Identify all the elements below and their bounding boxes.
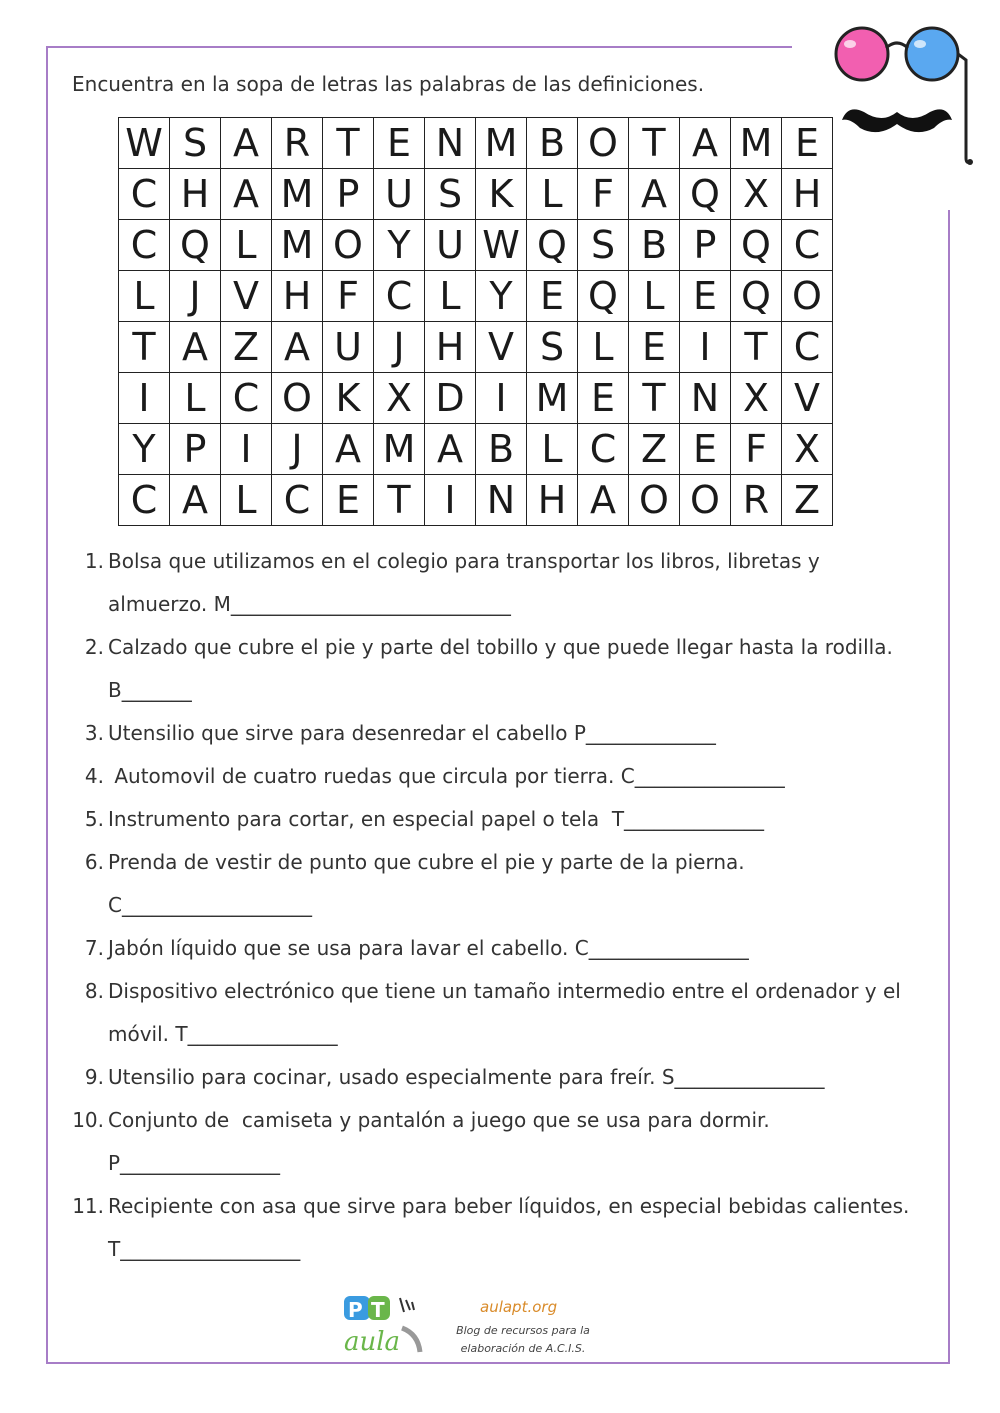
definition-item bbox=[60, 1228, 930, 1271]
grid-cell: C bbox=[119, 169, 170, 220]
grid-cell: A bbox=[221, 118, 272, 169]
grid-cell: X bbox=[374, 373, 425, 424]
grid-cell: L bbox=[578, 322, 629, 373]
grid-cell: C bbox=[782, 220, 833, 271]
grid-cell: Y bbox=[119, 424, 170, 475]
grid-cell: L bbox=[425, 271, 476, 322]
grid-cell: I bbox=[476, 373, 527, 424]
footer-site[interactable]: aulapt.org bbox=[480, 1298, 558, 1316]
grid-cell: O bbox=[680, 475, 731, 526]
definition-text: Conjunto de camiseta y pantalón a juego que se usa para dormir. bbox=[108, 1108, 770, 1132]
definition-text: Calzado que cubre el pie y parte del tobillo y que puede llegar hasta la rodilla. bbox=[108, 635, 893, 659]
grid-cell: E bbox=[782, 118, 833, 169]
grid-cell: X bbox=[782, 424, 833, 475]
grid-cell: R bbox=[731, 475, 782, 526]
grid-cell: A bbox=[578, 475, 629, 526]
grid-cell: B bbox=[476, 424, 527, 475]
definition-text: Utensilio que sirve para desenredar el cabello P_____________ bbox=[108, 721, 716, 745]
grid-cell: W bbox=[476, 220, 527, 271]
definition-item bbox=[60, 1099, 930, 1142]
grid-cell: N bbox=[680, 373, 731, 424]
grid-cell: X bbox=[731, 169, 782, 220]
grid-cell: D bbox=[425, 373, 476, 424]
grid-cell: Z bbox=[629, 424, 680, 475]
definition-text: Bolsa que utilizamos en el colegio para transportar los libros, libretas y bbox=[108, 549, 820, 573]
grid-cell: V bbox=[476, 322, 527, 373]
grid-cell: Y bbox=[374, 220, 425, 271]
definition-item bbox=[60, 626, 930, 669]
grid-cell: Q bbox=[680, 169, 731, 220]
definition-number: 1. bbox=[84, 549, 104, 573]
grid-cell: S bbox=[425, 169, 476, 220]
grid-cell: H bbox=[272, 271, 323, 322]
grid-cell: M bbox=[272, 220, 323, 271]
svg-text:aula: aula bbox=[344, 1327, 401, 1357]
definition-item bbox=[60, 583, 930, 626]
definition-item bbox=[60, 1142, 930, 1185]
grid-cell: Q bbox=[731, 271, 782, 322]
grid-cell: O bbox=[578, 118, 629, 169]
grid-cell: M bbox=[476, 118, 527, 169]
grid-cell: C bbox=[119, 220, 170, 271]
grid-cell: Z bbox=[782, 475, 833, 526]
grid-cell: Q bbox=[578, 271, 629, 322]
footer-description: Blog de recursos para la elaboración de A.C.I.S. bbox=[456, 1324, 590, 1355]
grid-cell: P bbox=[323, 169, 374, 220]
grid-cell: I bbox=[221, 424, 272, 475]
definition-number: 10. bbox=[72, 1108, 104, 1132]
instruction-text: Encuentra en la sopa de letras las palabras de las definiciones. bbox=[72, 72, 705, 96]
grid-cell: C bbox=[272, 475, 323, 526]
grid-cell: K bbox=[323, 373, 374, 424]
grid-cell: Q bbox=[170, 220, 221, 271]
grid-cell: F bbox=[731, 424, 782, 475]
grid-cell: F bbox=[578, 169, 629, 220]
definition-text: Recipiente con asa que sirve para beber líquidos, en especial bebidas calientes. bbox=[108, 1194, 910, 1218]
grid-cell: L bbox=[119, 271, 170, 322]
definition-number: 9. bbox=[84, 1065, 104, 1089]
grid-cell: J bbox=[170, 271, 221, 322]
grid-cell: A bbox=[221, 169, 272, 220]
definition-text: almuerzo. M____________________________ bbox=[108, 592, 511, 616]
definition-number bbox=[60, 669, 104, 712]
definition-number: 3. bbox=[84, 721, 104, 745]
grid-cell: H bbox=[425, 322, 476, 373]
grid-cell: F bbox=[323, 271, 374, 322]
definition-item bbox=[60, 755, 930, 798]
grid-cell: S bbox=[578, 220, 629, 271]
grid-cell: V bbox=[221, 271, 272, 322]
grid-cell: P bbox=[680, 220, 731, 271]
grid-cell: E bbox=[374, 118, 425, 169]
definition-item bbox=[60, 1013, 930, 1056]
grid-cell: Q bbox=[527, 220, 578, 271]
definition-text: B_______ bbox=[108, 678, 192, 702]
definition-item bbox=[60, 1185, 930, 1228]
grid-cell: O bbox=[782, 271, 833, 322]
grid-cell: C bbox=[119, 475, 170, 526]
grid-cell: M bbox=[527, 373, 578, 424]
definition-number: 8. bbox=[84, 979, 104, 1003]
grid-cell: I bbox=[425, 475, 476, 526]
grid-cell: B bbox=[629, 220, 680, 271]
svg-text:T: T bbox=[371, 1298, 385, 1322]
svg-text:P: P bbox=[348, 1298, 363, 1322]
grid-cell: U bbox=[425, 220, 476, 271]
definition-number: 6. bbox=[84, 850, 104, 874]
grid-cell: E bbox=[323, 475, 374, 526]
grid-cell: M bbox=[374, 424, 425, 475]
grid-cell: Z bbox=[221, 322, 272, 373]
definition-text: móvil. T_______________ bbox=[108, 1022, 338, 1046]
definition-text: C___________________ bbox=[108, 893, 312, 917]
grid-cell: T bbox=[629, 373, 680, 424]
grid-cell: C bbox=[578, 424, 629, 475]
grid-cell: Y bbox=[476, 271, 527, 322]
definition-number bbox=[60, 1013, 104, 1056]
grid-cell: V bbox=[782, 373, 833, 424]
definitions-list bbox=[60, 540, 930, 1271]
definition-text: Dispositivo electrónico que tiene un tamaño intermedio entre el ordenador y el bbox=[108, 979, 901, 1003]
grid-cell: C bbox=[221, 373, 272, 424]
grid-cell: I bbox=[119, 373, 170, 424]
definition-number bbox=[60, 1228, 104, 1271]
grid-cell: E bbox=[680, 424, 731, 475]
grid-cell: A bbox=[680, 118, 731, 169]
grid-cell: T bbox=[629, 118, 680, 169]
grid-cell: A bbox=[629, 169, 680, 220]
grid-cell: E bbox=[578, 373, 629, 424]
grid-cell: E bbox=[680, 271, 731, 322]
grid-cell: H bbox=[782, 169, 833, 220]
aulapt-logo bbox=[340, 1290, 440, 1360]
grid-cell: B bbox=[527, 118, 578, 169]
grid-cell: C bbox=[374, 271, 425, 322]
grid-cell: C bbox=[782, 322, 833, 373]
grid-cell: T bbox=[731, 322, 782, 373]
grid-cell: E bbox=[527, 271, 578, 322]
grid-cell: L bbox=[170, 373, 221, 424]
definition-text: P________________ bbox=[108, 1151, 281, 1175]
grid-cell: T bbox=[374, 475, 425, 526]
glasses-mustache-icon bbox=[820, 20, 980, 170]
definition-item bbox=[60, 927, 930, 970]
grid-cell: A bbox=[425, 424, 476, 475]
grid-cell: P bbox=[170, 424, 221, 475]
grid-cell: W bbox=[119, 118, 170, 169]
grid-cell: A bbox=[170, 475, 221, 526]
grid-cell: L bbox=[629, 271, 680, 322]
grid-cell: A bbox=[323, 424, 374, 475]
definition-text: Utensilio para cocinar, usado especialmente para freír. S_______________ bbox=[108, 1065, 825, 1089]
grid-cell: A bbox=[272, 322, 323, 373]
definition-number bbox=[60, 1142, 104, 1185]
definition-text: Instrumento para cortar, en especial papel o tela T______________ bbox=[108, 807, 765, 831]
word-search-grid bbox=[118, 117, 833, 526]
definition-number: 5. bbox=[84, 807, 104, 831]
grid-cell: O bbox=[629, 475, 680, 526]
grid-cell: A bbox=[170, 322, 221, 373]
definition-item bbox=[60, 540, 930, 583]
definition-text: Automovil de cuatro ruedas que circula por tierra. C_______________ bbox=[108, 764, 785, 788]
definition-number: 11. bbox=[72, 1194, 104, 1218]
grid-cell: M bbox=[731, 118, 782, 169]
grid-cell: J bbox=[272, 424, 323, 475]
definition-text: T__________________ bbox=[108, 1237, 301, 1261]
grid-cell: L bbox=[527, 169, 578, 220]
grid-cell: S bbox=[527, 322, 578, 373]
definition-item bbox=[60, 712, 930, 755]
grid-cell: E bbox=[629, 322, 680, 373]
definition-item bbox=[60, 669, 930, 712]
grid-cell: H bbox=[170, 169, 221, 220]
grid-cell: M bbox=[272, 169, 323, 220]
definition-number: 2. bbox=[84, 635, 104, 659]
definition-item bbox=[60, 798, 930, 841]
definition-number bbox=[60, 884, 104, 927]
grid-cell: N bbox=[425, 118, 476, 169]
definition-number bbox=[60, 583, 104, 626]
grid-cell: R bbox=[272, 118, 323, 169]
grid-cell: N bbox=[476, 475, 527, 526]
grid-cell: O bbox=[272, 373, 323, 424]
definition-text: Prenda de vestir de punto que cubre el pie y parte de la pierna. bbox=[108, 850, 745, 874]
grid-cell: O bbox=[323, 220, 374, 271]
definition-item bbox=[60, 884, 930, 927]
definition-item bbox=[60, 970, 930, 1013]
grid-cell: T bbox=[119, 322, 170, 373]
grid-cell: L bbox=[527, 424, 578, 475]
grid-cell: X bbox=[731, 373, 782, 424]
grid-cell: U bbox=[374, 169, 425, 220]
grid-cell: J bbox=[374, 322, 425, 373]
grid-cell: I bbox=[680, 322, 731, 373]
grid-cell: U bbox=[323, 322, 374, 373]
grid-cell: L bbox=[221, 220, 272, 271]
definition-number: 7. bbox=[84, 936, 104, 960]
definition-item bbox=[60, 841, 930, 884]
grid-cell: K bbox=[476, 169, 527, 220]
definition-text: Jabón líquido que se usa para lavar el cabello. C________________ bbox=[108, 936, 749, 960]
grid-cell: S bbox=[170, 118, 221, 169]
definition-number: 4. bbox=[84, 764, 104, 788]
grid-cell: H bbox=[527, 475, 578, 526]
grid-cell: T bbox=[323, 118, 374, 169]
grid-cell: L bbox=[221, 475, 272, 526]
grid-cell: Q bbox=[731, 220, 782, 271]
definition-item bbox=[60, 1056, 930, 1099]
